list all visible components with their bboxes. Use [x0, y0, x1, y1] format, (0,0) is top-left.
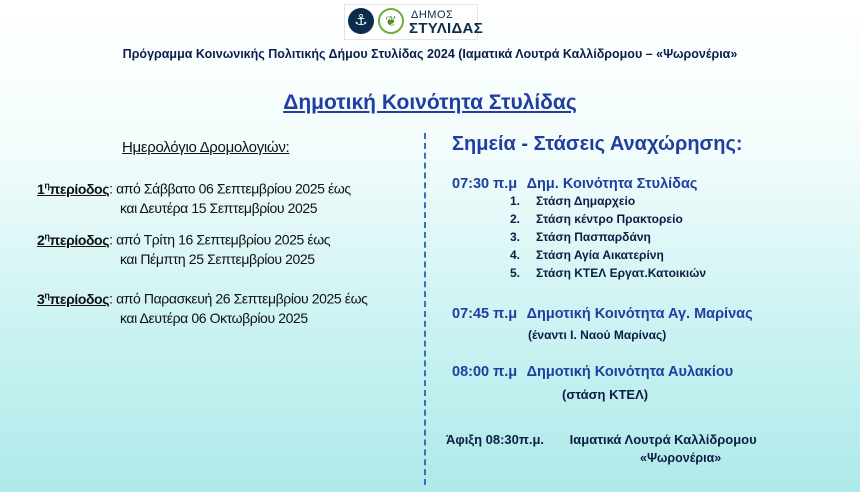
- period-3: [37, 286, 367, 328]
- departure-note: (έναντι Ι. Ναού Μαρίνας): [528, 328, 667, 342]
- departure-avlaki: [452, 364, 733, 380]
- arrival-info: [446, 432, 757, 447]
- list-item: 1. Στάση Δημαρχείο: [510, 194, 636, 208]
- arrival-destination-line2: «Ψωρονέρια»: [640, 451, 722, 465]
- logo-text-line1: ΔΗΜΟΣ: [411, 9, 454, 21]
- program-header: Πρόγραμμα Κοινωνικής Πολιτικής Δήμου Στυλίδας 2024 (Ιαματικά Λουτρά Καλλίδρομου – «Ψωρονέρια»: [122, 47, 738, 61]
- column-divider: [424, 133, 426, 485]
- departure-time: 08:00 π.μ: [452, 364, 518, 380]
- page-title: Δημοτική Κοινότητα Στυλίδας: [283, 91, 577, 114]
- period-dates-line2: και Δευτέρα 06 Οκτωβρίου 2025: [120, 309, 308, 326]
- schedule-heading: Ημερολόγιο Δρομολογιών:: [122, 139, 290, 156]
- departure-note: (στάση ΚΤΕΛ): [562, 387, 649, 402]
- period-1: [37, 176, 351, 218]
- period-dates-line2: και Δευτέρα 15 Σεπτεμβρίου 2025: [120, 199, 318, 216]
- stops-heading: Σημεία - Στάσεις Αναχώρησης:: [452, 133, 743, 155]
- arrival-label: Άφιξη 08:30π.μ.: [446, 432, 545, 447]
- stops-list: [510, 192, 706, 282]
- departure-ag-marina: [452, 306, 753, 322]
- list-item: 5. Στάση ΚΤΕΛ Εργατ.Κατοικιών: [510, 266, 707, 280]
- departure-place: Δημοτική Κοινότητα Αγ. Μαρίνας: [526, 306, 753, 322]
- departure-place: Δημοτική Κοινότητα Αυλακίου: [526, 364, 734, 380]
- departure-time: 07:45 π.μ: [452, 306, 518, 322]
- list-item: 3. Στάση Πασπαρδάνη: [510, 230, 651, 244]
- period-dates-line2: και Πέμπτη 25 Σεπτεμβρίου 2025: [120, 250, 315, 267]
- period-label: $3^\eta\pi\varepsilon\rho ίo\delta o\varsigma$: [37, 290, 110, 307]
- departure-place: Δημ. Κοινότητα Στυλίδας: [526, 176, 698, 192]
- period-dates-line1: : από Παρασκευή 26 Σεπτεμβρίου 2025 έως: [109, 290, 368, 307]
- municipality-logo: [344, 4, 483, 40]
- period-2: [37, 227, 330, 269]
- logo-text-line2: ΣΤΥΛΙΔΑΣ: [409, 20, 483, 37]
- list-item: 4. Στάση Αγία Αικατερίνη: [510, 248, 664, 262]
- list-item: 2. Στάση κέντρο Πρακτορείο: [510, 212, 683, 226]
- anchor-icon: ⚓: [348, 8, 374, 34]
- departure-stylida: [452, 176, 697, 192]
- period-label: $1^\eta\pi\varepsilon\rho ίo\delta o\varsigma$: [37, 180, 110, 197]
- period-label: $2^\eta\pi\varepsilon\rho ίo\delta o\varsigma$: [37, 231, 110, 248]
- arrival-destination: Ιαματικά Λουτρά Καλλίδρομου: [569, 432, 757, 447]
- leaf-icon: ❦: [378, 8, 404, 34]
- period-dates-line1: : από Τρίτη 16 Σεπτεμβρίου 2025 έως: [109, 231, 331, 248]
- departure-time: 07:30 π.μ: [452, 176, 518, 192]
- period-dates-line1: : από Σάββατο 06 Σεπτεμβρίου 2025 έως: [109, 180, 351, 197]
